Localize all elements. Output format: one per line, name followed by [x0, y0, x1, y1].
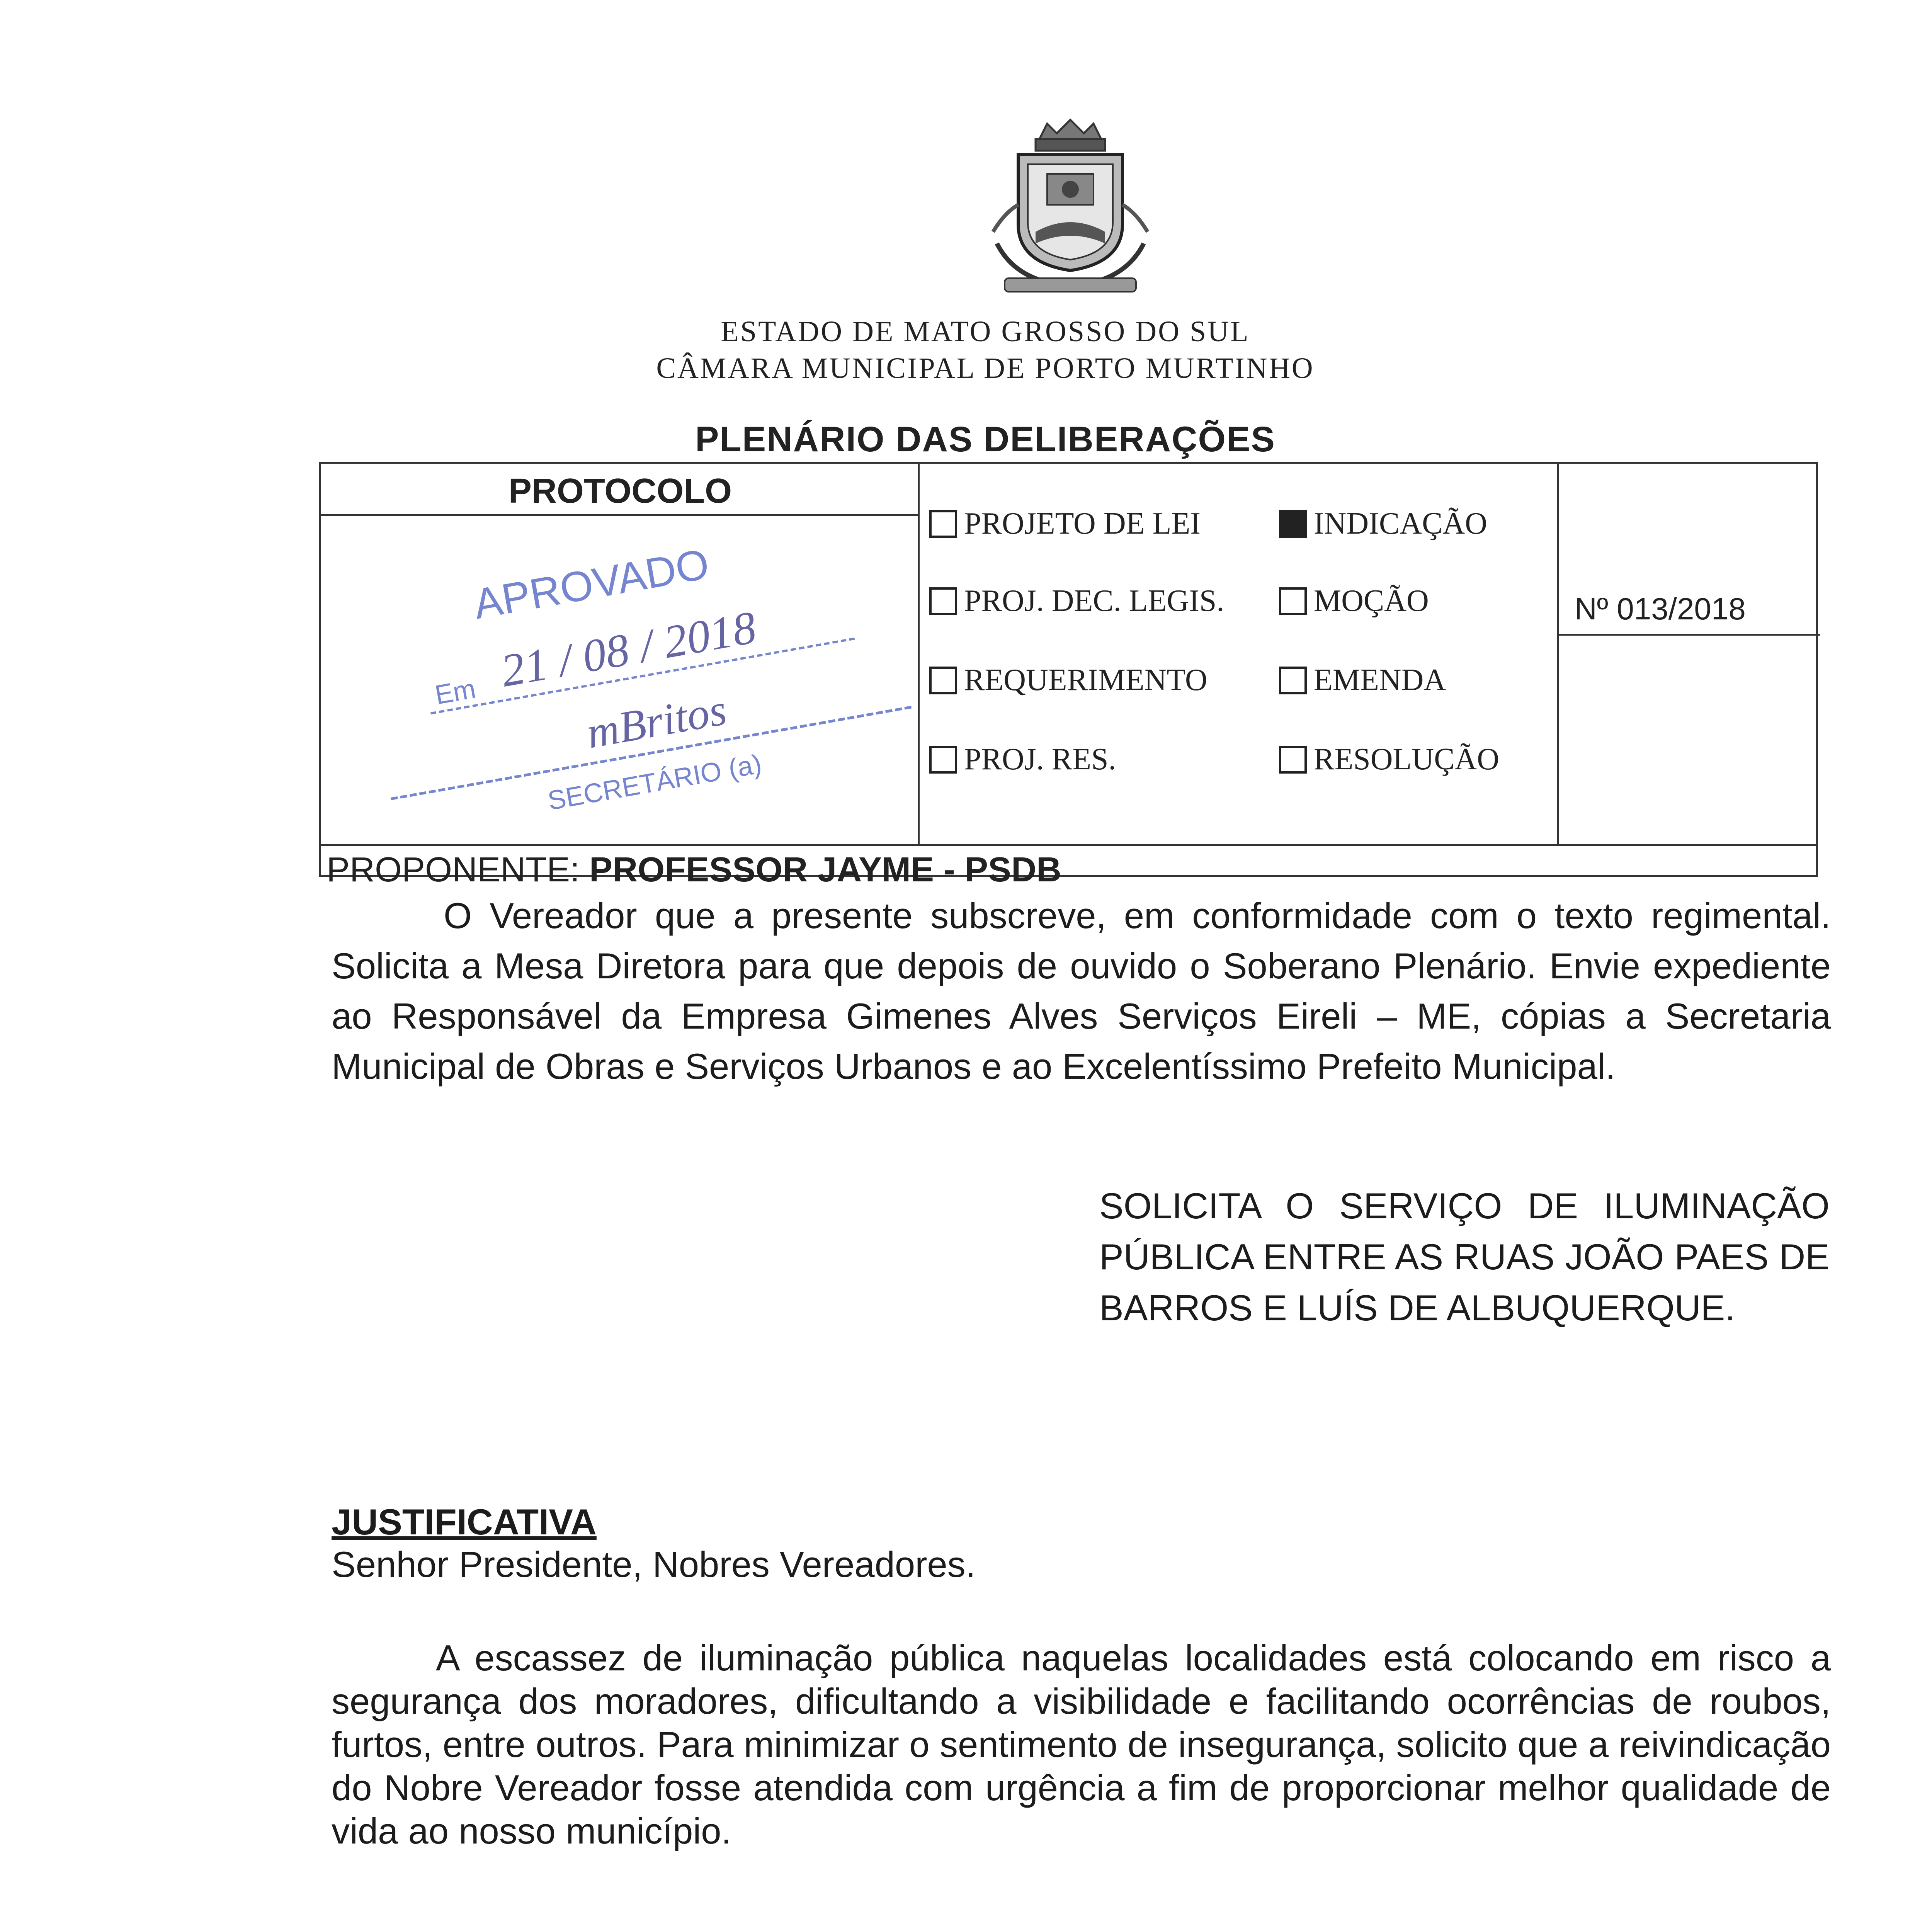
checkbox-emenda[interactable]	[1279, 667, 1307, 694]
option-resolucao[interactable]: RESOLUÇÃO	[1279, 742, 1499, 777]
protocol-label: PROTOCOLO	[508, 472, 732, 510]
subject-summary: SOLICITA O SERVIÇO DE ILUMINAÇÃO PÚBLICA ENTRE AS RUAS JOÃO PAES DE BARROS E LUÍS DE ALBUQUERQUE.	[1099, 1185, 1830, 1328]
table-divider	[918, 464, 920, 846]
state-heading: ESTADO DE MATO GROSSO DO SUL	[721, 315, 1250, 348]
proponent-label: PROPONENTE:	[327, 850, 580, 889]
table-divider	[1557, 464, 1559, 846]
chamber-heading: CÂMARA MUNICIPAL DE PORTO MURTINHO	[656, 352, 1315, 384]
checkbox-proj-res[interactable]	[929, 746, 957, 774]
option-proj-res[interactable]: PROJ. RES.	[929, 742, 1116, 777]
document-number: Nº 013/2018	[1575, 592, 1746, 626]
intro-paragraph: O Vereador que a presente subscreve, em conformidade com o texto regimental. Solicita a Mesa Diretora para que depois de ouvido o Soberano Plenário. Envie expediente ao Responsável da Empresa Gimenes Alves Serviços Eireli – ME, cópias a Secretaria Municipal de Obras e Serviços Urbanos e ao Excelentíssimo Prefeito Municipal.	[332, 895, 1831, 1087]
justification-title: JUSTIFICATIVA	[332, 1502, 597, 1542]
checkbox-mocao[interactable]	[1279, 587, 1307, 615]
checkbox-proj-dec-legis[interactable]	[929, 587, 957, 615]
justification-paragraph: A escassez de iluminação pública naquelas localidades está colocando em risco a segurança dos moradores, dificultando a visibilidade e facilitando ocorrências de roubos, furtos, entre outros. Para minimizar o sentimento de insegurança, solicito que a reivindicação do Nobre Vereador fosse atendida com urgência a fim de proporcionar melhor qualidade de vida ao nosso município.	[332, 1638, 1831, 1851]
municipal-coat-of-arms	[981, 116, 1159, 298]
option-projeto-de-lei[interactable]: PROJETO DE LEI	[929, 506, 1201, 541]
approved-stamp-prefix: Em	[432, 673, 478, 710]
option-requerimento[interactable]: REQUERIMENTO	[929, 663, 1208, 698]
section-title: PLENÁRIO DAS DELIBERAÇÕES	[695, 420, 1276, 459]
approved-stamp-date: 21 / 08 / 2018	[497, 601, 760, 697]
approved-stamp-role: SECRETÁRIO (a)	[545, 748, 764, 816]
checkbox-requerimento[interactable]	[929, 667, 957, 694]
table-divider	[1557, 634, 1820, 636]
table-divider	[321, 844, 1818, 846]
option-mocao[interactable]: MOÇÃO	[1279, 583, 1429, 619]
checkbox-resolucao[interactable]	[1279, 746, 1307, 774]
salutation: Senhor Presidente, Nobres Vereadores.	[332, 1544, 976, 1585]
checkbox-indicacao[interactable]	[1279, 510, 1307, 538]
approved-stamp-status: APROVADO	[470, 540, 713, 628]
option-proj-dec-legis[interactable]: PROJ. DEC. LEGIS.	[929, 583, 1224, 619]
approved-stamp	[325, 510, 912, 819]
checkbox-projeto-de-lei[interactable]	[929, 510, 957, 538]
option-emenda[interactable]: EMENDA	[1279, 663, 1446, 698]
approved-stamp-signature: mBritos	[583, 685, 730, 758]
option-indicacao[interactable]: INDICAÇÃO	[1279, 506, 1487, 541]
proponent-row	[327, 850, 1061, 890]
proponent-name: PROFESSOR JAYME - PSDB	[589, 850, 1062, 889]
protocol-table	[319, 462, 1818, 889]
